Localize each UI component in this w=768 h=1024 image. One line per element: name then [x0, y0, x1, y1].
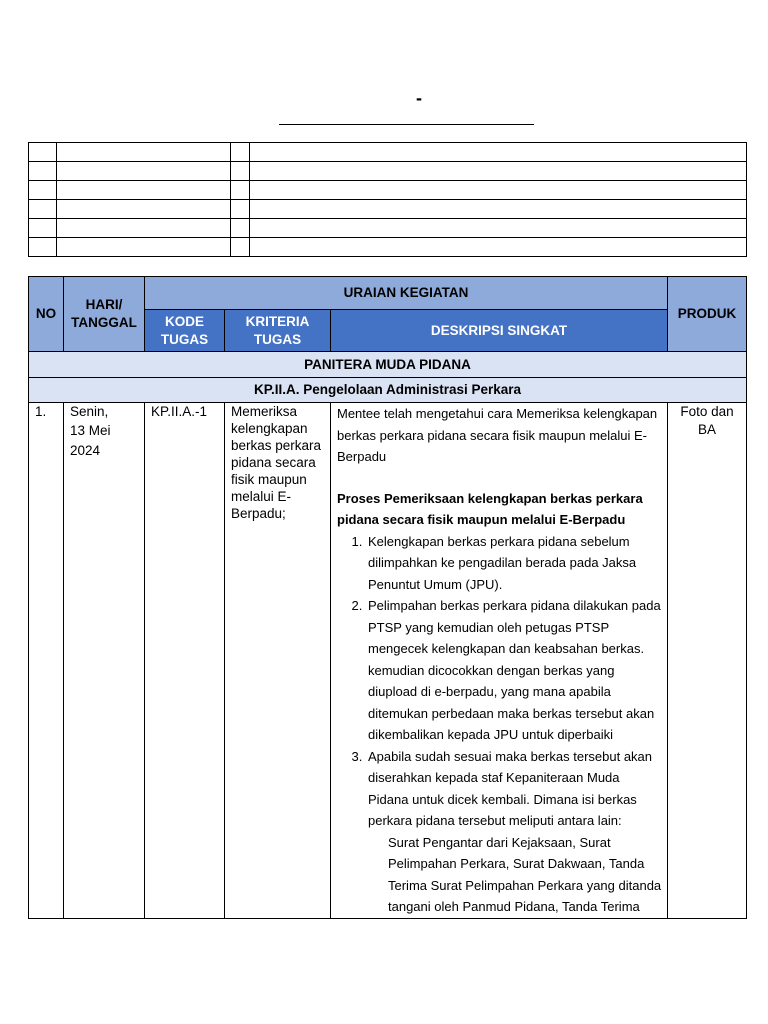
process-step: 3. Apabila sudah sesuai maka berkas tersebut akan diserahkan kepada staf Kepaniteraan Muda Pidana untuk dicek kembali. Dimana isi berkas perkara pidana tersebut meliputi antara lain:	[366, 746, 663, 832]
info-table	[28, 142, 747, 257]
info-row	[29, 200, 747, 219]
col-no-header: NO	[29, 277, 64, 352]
row-day: Senin,	[70, 404, 109, 419]
row-description	[331, 403, 668, 919]
process-step: 2. Pelimpahan berkas perkara pidana dilakukan pada PTSP yang kemudian oleh petugas PTSP mengecek kelengkapan dan keabsahan berkas. kemudian dicocokkan dengan berkas yang diupload di e-berpadu, yang mana apabila ditemukan perbedaan maka berkas tersebut akan dikembalikan kepada JPU untuk diperbaiki	[366, 595, 663, 746]
info-row	[29, 181, 747, 200]
row-no: 1.	[29, 403, 64, 919]
title-underline	[279, 124, 534, 125]
col-produk-header: PRODUK	[668, 277, 747, 352]
col-deskripsi-header: DESKRIPSI SINGKAT	[331, 310, 668, 352]
section-title: PANITERA MUDA PIDANA	[29, 352, 747, 378]
description-heading: Proses Pemeriksaan kelengkapan berkas perkara pidana secara fisik maupun melalui E-Berpadu	[337, 490, 643, 527]
info-row	[29, 219, 747, 238]
col-kriteria-header: KRITERIA TUGAS	[225, 310, 331, 352]
row-produk: Foto dan BA	[668, 403, 747, 919]
row-date: 13 Mei 2024	[70, 423, 111, 458]
row-date-cell	[64, 403, 145, 919]
col-tanggal-header: HARI/ TANGGAL	[64, 277, 145, 352]
header-row	[29, 277, 747, 310]
section-row	[29, 352, 747, 378]
info-row	[29, 162, 747, 181]
info-row	[29, 143, 747, 162]
description-intro: Mentee telah mengetahui cara Memeriksa kelengkapan berkas perkara pidana secara fisik maupun melalui E-Berpadu	[337, 406, 658, 464]
row-kode: KP.II.A.-1	[145, 403, 225, 919]
process-step: 1. Kelengkapan berkas perkara pidana sebelum dilimpahkan ke pengadilan berada pada Jaksa Penuntut Umum (JPU).	[366, 531, 663, 596]
subsection-row	[29, 378, 747, 403]
col-uraian-header: URAIAN KEGIATAN	[145, 277, 668, 310]
activity-table	[28, 276, 747, 919]
col-kode-header: KODE TUGAS	[145, 310, 225, 352]
document-list-text: Surat Pengantar dari Kejaksaan, Surat Pelimpahan Perkara, Surat Dakwaan, Tanda Terima Surat Pelimpahan Perkara yang ditanda tangani oleh Panmud Pidana, Tanda Terima	[388, 834, 662, 914]
info-row	[29, 238, 747, 257]
subsection-title: KP.II.A. Pengelolaan Administrasi Perkara	[29, 378, 747, 403]
process-steps	[337, 531, 663, 832]
title-dash: -	[416, 88, 422, 108]
row-kriteria: Memeriksa kelengkapan berkas perkara pidana secara fisik maupun melalui E-Berpadu;	[225, 403, 331, 919]
table-row	[29, 403, 747, 919]
